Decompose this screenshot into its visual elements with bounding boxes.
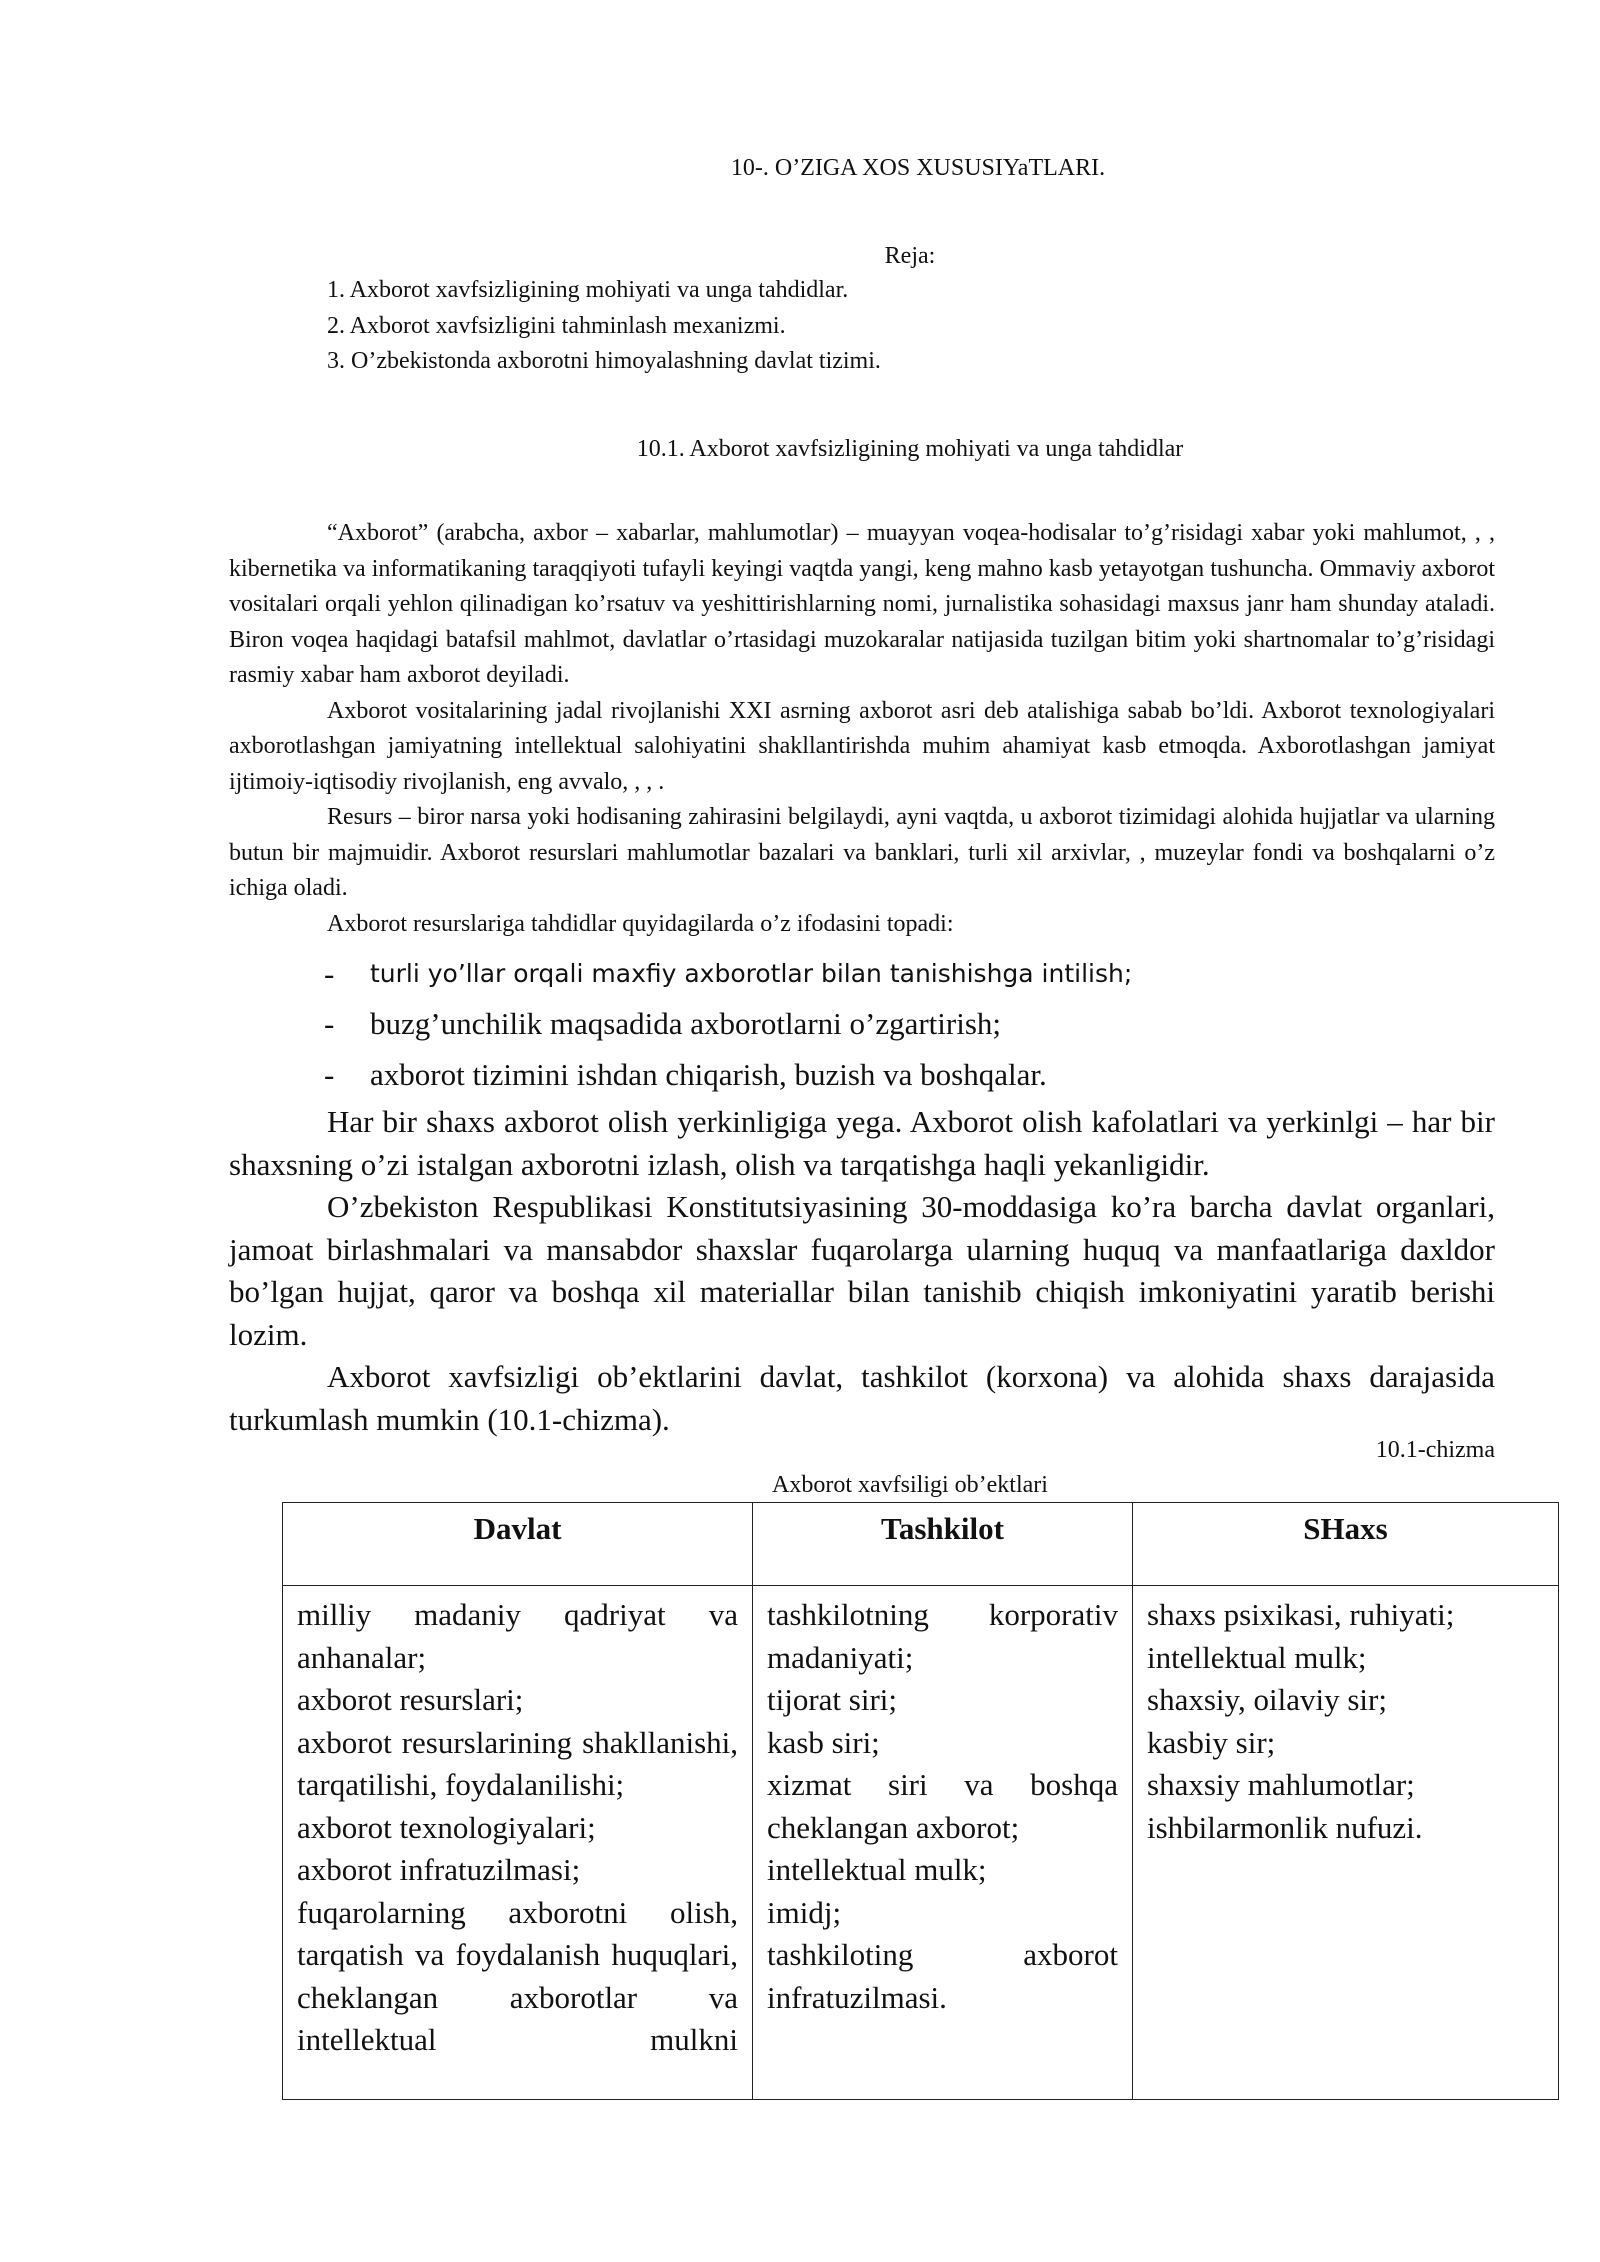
list-item: xizmat siri va boshqa cheklangan axborot; [767,1767,1118,1845]
table-header-row [283,1503,1559,1586]
threat-list [324,953,1470,1096]
plan-item: 3. O’zbekistonda axborotni himoyalashning davlat tizimi. [327,348,881,374]
list-item-text: turli yo’llar orqali maxfiy axborotlar bilan tanishishga intilish; [370,959,1133,988]
list-item: axborot infratuzilmasi; [297,1852,581,1887]
list-item: kasb siri; [767,1724,880,1760]
body-text-small [229,516,1495,942]
paragraph: Axborot resurslariga tahdidlar quyidagilarda o’z ifodasini topadi: [327,910,954,937]
paragraph: O’zbekiston Respublikasi Konstitutsiyasining 30-moddasiga ko’ra barcha davlat organlari, jamoat birlashmalari va mansabdor shaxslar fuqarolarga ularning huquq va manfaatlariga daxldor bo’lgan hujjat, qaror va boshqa xil materiallar bilan tanishib chiqish imkoniyatini yaratib berishi lozim. [229,1189,1495,1352]
list-item: shaxsiy, oilaviy sir; [1147,1682,1387,1717]
column-header-tashkilot: Tashkilot [753,1503,1133,1586]
body-text-large [229,1101,1495,1441]
plan-heading: Reja: [884,243,936,269]
list-item: - buzg’unchilik maqsadida axborotlarni o’zgartirish; [324,1006,1002,1041]
plan-item: 2. Axborot xavfsizligini tahminlash mexanizmi. [327,312,786,339]
list-item: tijorat siri; [767,1682,898,1717]
list-item: axborot resurslari; [297,1682,524,1717]
list-item: tashkilotning korporativ madaniyati; [767,1597,1118,1675]
table-row [283,1586,1559,2100]
list-item: axborot texnologiyalari; [297,1809,596,1845]
figure-number: 10.1-chizma [1375,1437,1495,1463]
list-item: - axborot tizimini ishdan chiqarish, buzish va boshqalar. [324,1056,1047,1092]
list-item: axborot resurslarining shakllanishi, tarqatilishi, foydalanilishi; [297,1724,738,1802]
list-item: intellektual mulk; [1147,1639,1367,1675]
list-item: imidj; [767,1894,842,1930]
list-item-text: axborot tizimini ishdan chiqarish, buzish va boshqalar. [370,1056,1047,1092]
paragraph: Axborot xavfsizligi ob’ektlarini davlat, tashkilot (korxona) va alohida shaxs darajasida turkumlash mumkin (10.1-chizma). [229,1359,1495,1437]
chapter-title: 10-. O’ZIGA XOS XUSUSIYaTLARI. [730,155,1106,181]
paragraph: Har bir shaxs axborot olish yerkinligiga yega. Axborot olish kafolatlari va yerkinlgi – har bir shaxsning o’zi istalgan axborotni izlash, olish va tarqatishga haqli yekanligidir. [229,1104,1495,1182]
list-item: milliy madaniy qadriyat va anhanalar; [297,1597,738,1675]
figure-caption: Axborot xavfsiligi ob’ektlari [772,1472,1048,1498]
list-item: shaxs psixikasi, ruhiyati; [1147,1597,1455,1632]
plan-item: 1. Axborot xavfsizligining mohiyati va unga tahdidlar. [327,277,849,303]
section-title: 10.1. Axborot xavfsizligining mohiyati va unga tahdidlar [636,436,1184,462]
cell-tashkilot [753,1586,1133,2100]
list-item: kasbiy sir; [1147,1724,1276,1760]
column-header-davlat: Davlat [283,1503,753,1586]
objects-table [282,1502,1559,2100]
list-item: fuqarolarning axborotni olish, tarqatish va foydalanish huquqlari, cheklangan axborotlar va intellektual mulkni [297,1894,738,2057]
cell-davlat [283,1586,753,2100]
list-item: shaxsiy mahlumotlar; [1147,1767,1415,1802]
list-item: - turli yo’llar orqali maxfiy axborotlar bilan tanishishga intilish; [324,956,1133,991]
paragraph: Resurs – biror narsa yoki hodisaning zahirasini belgilaydi, ayni vaqtda, u axborot tizimidagi alohida hujjatlar va ularning butun bir majmuidir. Axborot resurslari mahlumotlar bazalari va banklari, turli xil arxivlar, , muzeylar fondi va boshqalarni o’z ichiga oladi. [229,804,1495,901]
plan-list [327,273,1227,380]
list-item: ishbilarmonlik nufuzi. [1147,1809,1423,1845]
cell-shaxs [1133,1586,1559,2100]
paragraph: “Axborot” (arabcha, axbor – xabarlar, mahlumotlar) – muayyan voqea-hodisalar to’g’risidagi xabar yoki mahlumot, , , kibernetika va informatikaning taraqqiyoti tufayli keyingi vaqtda yangi, keng mahno kasb yetayotgan tushuncha. Ommaviy axborot vositalari orqali yehlon qilinadigan ko’rsatuv va yeshittirishlarning nomi, jurnalistika sohasidagi maxsus janr ham shunday ataladi. Biron voqea haqidagi batafsil mahlmot, davlatlar o’rtasidagi muzokaralar natijasida tuzilgan bitim yoki shartnomalar to’g’risidagi rasmiy xabar ham axborot deyiladi. [229,520,1495,688]
column-header-shaxs: SHaxs [1133,1503,1559,1586]
paragraph: Axborot vositalarining jadal rivojlanishi XXI asrning axborot asri deb atalishiga sabab bo’ldi. Axborot texnologiyalari axborotlashgan jamiyatning intellektual salohiyatini shakllantirishda muhim ahamiyat kasb etmoqda. Axborotlashgan jamiyat ijtimoiy-iqtisodiy rivojlanish, eng avvalo, , , . [229,697,1495,795]
list-item: tashkiloting axborot infratuzilmasi. [767,1937,1118,2015]
list-item: intellektual mulk; [767,1852,987,1887]
list-item-text: buzg’unchilik maqsadida axborotlarni o’zgartirish; [370,1006,1002,1041]
